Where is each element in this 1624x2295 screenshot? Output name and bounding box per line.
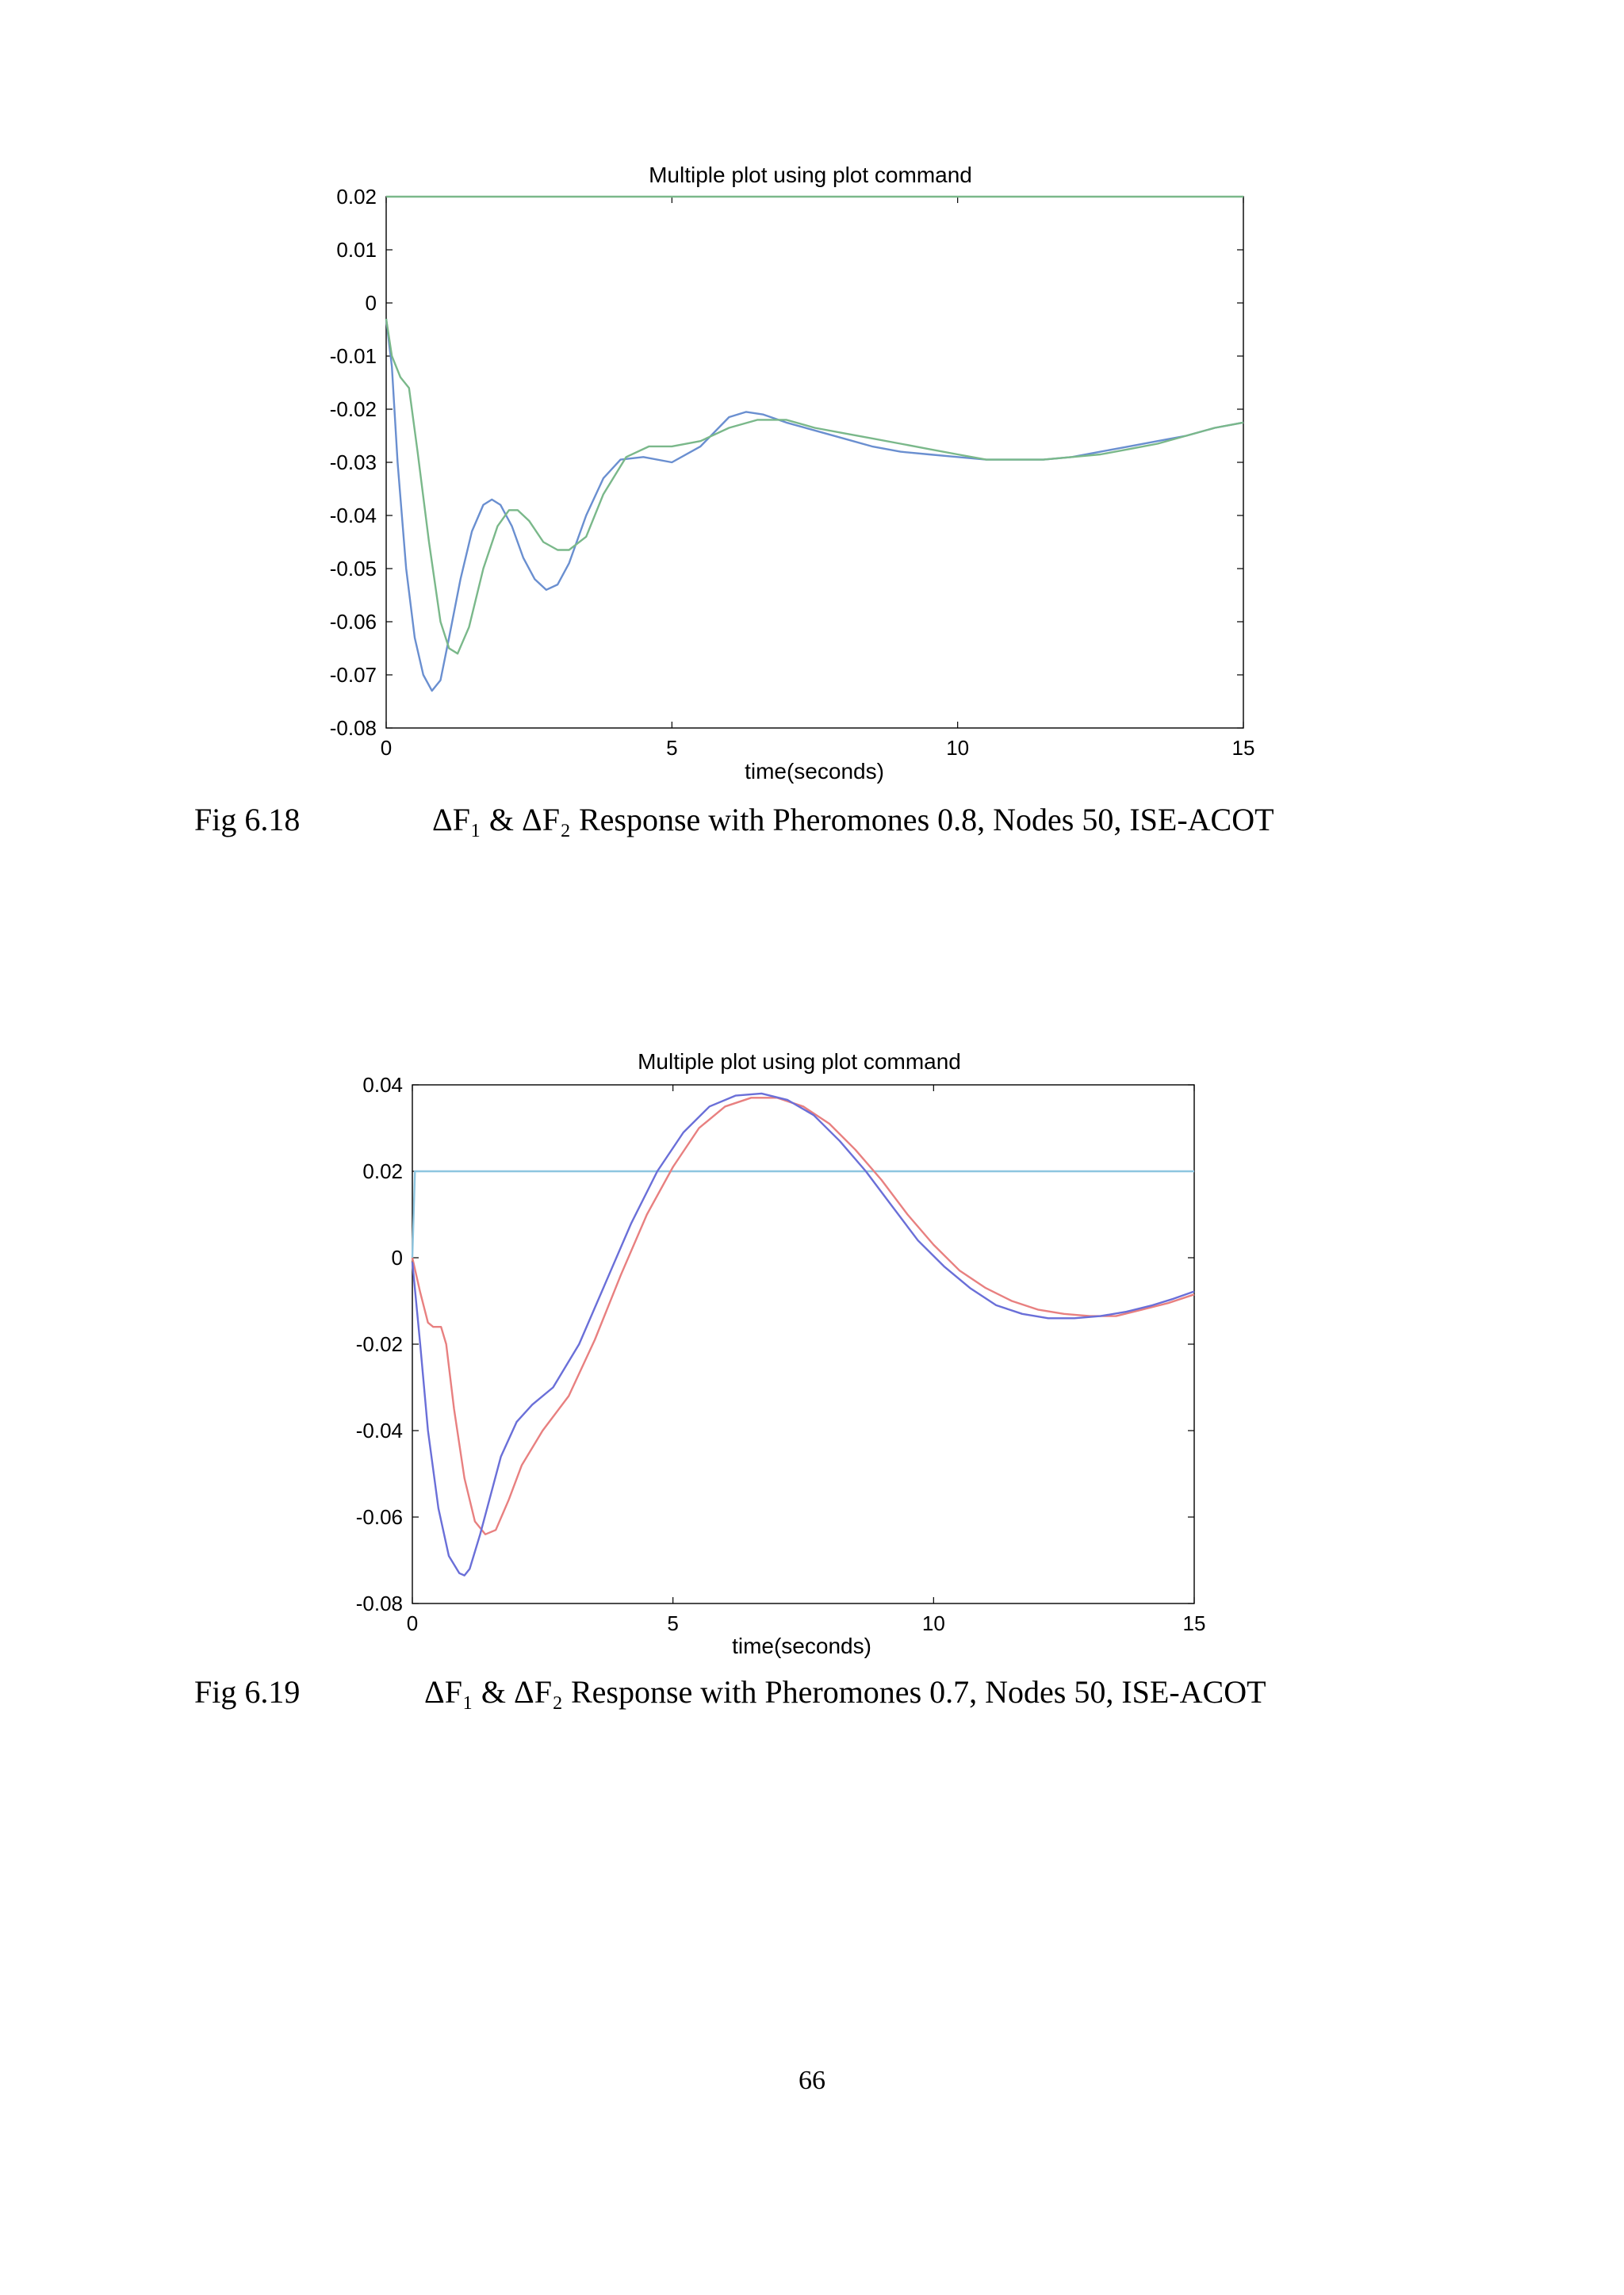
x-tick-label: 15 (1182, 1611, 1206, 1635)
y-tick-label: -0.04 (355, 1419, 403, 1443)
x-tick-label: 10 (946, 736, 970, 760)
x-tick-label: 0 (380, 736, 393, 760)
x-tick-label: 0 (406, 1611, 419, 1635)
y-tick-label: -0.08 (355, 1592, 403, 1615)
y-tick-label: -0.01 (329, 344, 377, 368)
y-tick-label: 0.04 (362, 1073, 403, 1097)
y-tick-label: -0.06 (355, 1505, 403, 1529)
x-axis-label: time(seconds) (745, 759, 884, 784)
x-tick-label: 15 (1231, 736, 1255, 760)
y-tick-label: -0.05 (329, 557, 377, 580)
chart-title: Multiple plot using plot command (649, 163, 972, 187)
y-tick-label: -0.04 (329, 504, 377, 527)
y-tick-label: 0.01 (336, 238, 377, 262)
plot-frame (412, 1085, 1194, 1603)
plot-series (412, 1094, 1194, 1576)
y-tick-label: -0.03 (329, 450, 377, 474)
figure-6-19-label: Fig 6.19 (194, 1674, 301, 1710)
y-tick-label: -0.02 (355, 1332, 403, 1356)
figure-6-19-caption: ΔF₁ & ΔF₂ Response with Pheromones 0.7, Nodes 50, ISE-ACOT (424, 1674, 1266, 1710)
figure-6-18-caption: ΔF₁ & ΔF₂ Response with Pheromones 0.8, Nodes 50, ISE-ACOT (432, 802, 1274, 837)
y-tick-label: -0.08 (329, 716, 377, 740)
page-number: 66 (799, 2066, 825, 2095)
y-tick-label: -0.07 (329, 663, 377, 687)
series-line-1 (412, 1171, 1194, 1258)
y-tick-label: -0.06 (329, 610, 377, 634)
x-tick-label: 10 (921, 1611, 945, 1635)
series-line-2 (412, 1098, 1194, 1534)
y-axis (356, 1073, 1194, 1615)
y-tick-label: -0.02 (329, 397, 377, 421)
x-axis-label: time(seconds) (732, 1634, 871, 1658)
chart-title: Multiple plot using plot command (638, 1049, 961, 1074)
y-tick-label: 0.02 (362, 1159, 403, 1183)
x-tick-label: 5 (666, 736, 678, 760)
y-tick-label: 0 (365, 291, 377, 315)
y-tick-label: 0.02 (336, 185, 377, 209)
x-tick-label: 5 (667, 1611, 679, 1635)
y-tick-label: 0 (391, 1246, 403, 1270)
figure-6-18-label: Fig 6.18 (194, 802, 301, 837)
x-axis (407, 1085, 1206, 1635)
series-line-3 (412, 1094, 1194, 1576)
